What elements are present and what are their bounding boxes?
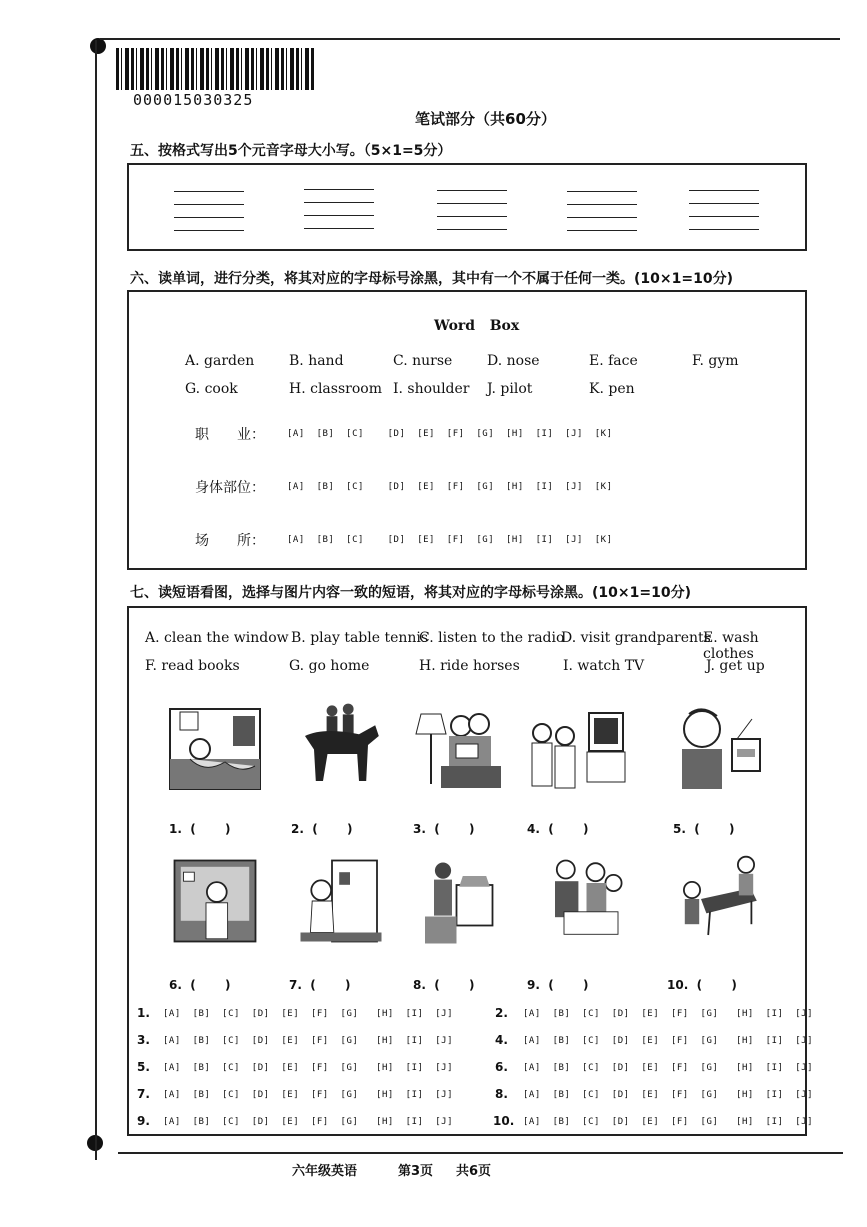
illustration-wash-clothes [411, 858, 511, 948]
picture-label-3: 3. ( ) [413, 822, 475, 836]
section5-box [127, 163, 807, 251]
picture-label-1: 1. ( ) [169, 822, 231, 836]
phrase-item: D. visit grandparents [561, 630, 711, 646]
word-item: C. nurse [393, 353, 453, 369]
phrase-item: H. ride horses [419, 658, 520, 674]
answer-row-number: 9. [137, 1114, 150, 1128]
phrase-item: I. watch TV [563, 658, 645, 674]
page-header-title: 笔试部分（共60分） [415, 110, 556, 128]
answer-row-number: 8. [495, 1087, 508, 1101]
answer-bubbles-q2[interactable]: [A] [B] [C] [D] [E] [F] [G] [H] [I] [J] [523, 1009, 814, 1019]
word-item: E. face [589, 353, 638, 369]
answer-bubbles-q9[interactable]: [A] [B] [C] [D] [E] [F] [G] [H] [I] [J] [163, 1117, 454, 1127]
section6-title: 六、读单词，进行分类，将其对应的字母标号涂黑，其中有一个不属于任何一类。(10×1=10分) [130, 271, 733, 287]
top-rule [100, 38, 840, 40]
illustration-visit-grandparents [541, 856, 641, 946]
word-item: A. garden [185, 353, 255, 369]
answer-row-number: 2. [495, 1006, 508, 1020]
illustration-ride-horses [291, 700, 391, 790]
answer-row-number: 1. [137, 1006, 150, 1020]
illustration-clean-window [165, 856, 265, 946]
footer-page: 第3页 [398, 1164, 434, 1179]
writing-lines-3[interactable] [437, 190, 507, 242]
category-label-places: 场 所： [195, 533, 265, 549]
punch-hole-top [90, 38, 106, 54]
answer-bubbles-places[interactable]: [A] [B] [C] [D] [E] [F] [G] [H] [I] [J] [K] [287, 535, 613, 545]
picture-label-4: 4. ( ) [527, 822, 589, 836]
category-label-occupation: 职 业： [195, 427, 265, 443]
word-item: H. classroom [289, 381, 382, 397]
word-item: B. hand [289, 353, 344, 369]
section7-title: 七、读短语看图，选择与图片内容一致的短语，将其对应的字母标号涂黑。(10×1=10分) [130, 585, 691, 601]
footer-total: 共6页 [456, 1164, 492, 1179]
answer-row-number: 7. [137, 1087, 150, 1101]
phrase-item: C. listen to the radio [419, 630, 565, 646]
answer-bubbles-q1[interactable]: [A] [B] [C] [D] [E] [F] [G] [H] [I] [J] [163, 1009, 454, 1019]
phrase-item: B. play table tennis [291, 630, 429, 646]
phrase-item: A. clean the window [145, 630, 289, 646]
answer-bubbles-q8[interactable]: [A] [B] [C] [D] [E] [F] [G] [H] [I] [J] [523, 1090, 814, 1100]
section5-title: 五、按格式写出5个元音字母大小写。（5×1=5分） [130, 143, 452, 159]
word-box-title: Word Box [434, 318, 520, 334]
binding-line [95, 40, 97, 1160]
phrase-item: E. wash clothes [703, 630, 759, 662]
answer-bubbles-q7[interactable]: [A] [B] [C] [D] [E] [F] [G] [H] [I] [J] [163, 1090, 454, 1100]
answer-row-number: 3. [137, 1033, 150, 1047]
phrase-item: J. get up [706, 658, 765, 674]
illustration-go-home [291, 856, 391, 946]
writing-lines-2[interactable] [304, 189, 374, 241]
barcode-number: 000015030325 [133, 91, 254, 109]
word-item: K. pen [589, 381, 635, 397]
answer-row-number: 6. [495, 1060, 508, 1074]
footer-rule [118, 1152, 843, 1154]
answer-row-number: 10. [493, 1114, 515, 1128]
picture-label-5: 5. ( ) [673, 822, 735, 836]
answer-bubbles-q3[interactable]: [A] [B] [C] [D] [E] [F] [G] [H] [I] [J] [163, 1036, 454, 1046]
answer-bubbles-q6[interactable]: [A] [B] [C] [D] [E] [F] [G] [H] [I] [J] [523, 1063, 814, 1073]
answer-row-number: 5. [137, 1060, 150, 1074]
section6-box [127, 290, 807, 570]
answer-bubbles-occupation[interactable]: [A] [B] [C] [D] [E] [F] [G] [H] [I] [J] [K] [287, 429, 613, 439]
answer-bubbles-body-parts[interactable]: [A] [B] [C] [D] [E] [F] [G] [H] [I] [J] [K] [287, 482, 613, 492]
word-item: D. nose [487, 353, 540, 369]
answer-bubbles-q10[interactable]: [A] [B] [C] [D] [E] [F] [G] [H] [I] [J] [523, 1117, 814, 1127]
illustration-watch-tv [527, 708, 627, 798]
writing-lines-1[interactable] [174, 191, 244, 243]
word-item: I. shoulder [393, 381, 470, 397]
footer-subject: 六年级英语 [292, 1164, 358, 1179]
answer-bubbles-q4[interactable]: [A] [B] [C] [D] [E] [F] [G] [H] [I] [J] [523, 1036, 814, 1046]
category-label-body-parts: 身体部位： [195, 480, 265, 496]
illustration-get-up [165, 704, 265, 794]
picture-label-10: 10. ( ) [667, 978, 737, 992]
picture-label-2: 2. ( ) [291, 822, 353, 836]
phrase-item: F. read books [145, 658, 240, 674]
section7-box [127, 606, 814, 1136]
word-item: G. cook [185, 381, 238, 397]
illustration-read-books [411, 704, 511, 794]
picture-label-7: 7. ( ) [289, 978, 351, 992]
picture-label-9: 9. ( ) [527, 978, 589, 992]
illustration-listen-radio [667, 704, 767, 794]
barcode [116, 48, 316, 90]
picture-label-6: 6. ( ) [169, 978, 231, 992]
illustration-play-table-tennis [669, 854, 769, 944]
picture-label-8: 8. ( ) [413, 978, 475, 992]
writing-lines-5[interactable] [689, 190, 759, 242]
word-item: F. gym [692, 353, 739, 369]
phrase-item: G. go home [289, 658, 370, 674]
answer-bubbles-q5[interactable]: [A] [B] [C] [D] [E] [F] [G] [H] [I] [J] [163, 1063, 454, 1073]
answer-row-number: 4. [495, 1033, 508, 1047]
word-item: J. pilot [487, 381, 533, 397]
writing-lines-4[interactable] [567, 191, 637, 243]
